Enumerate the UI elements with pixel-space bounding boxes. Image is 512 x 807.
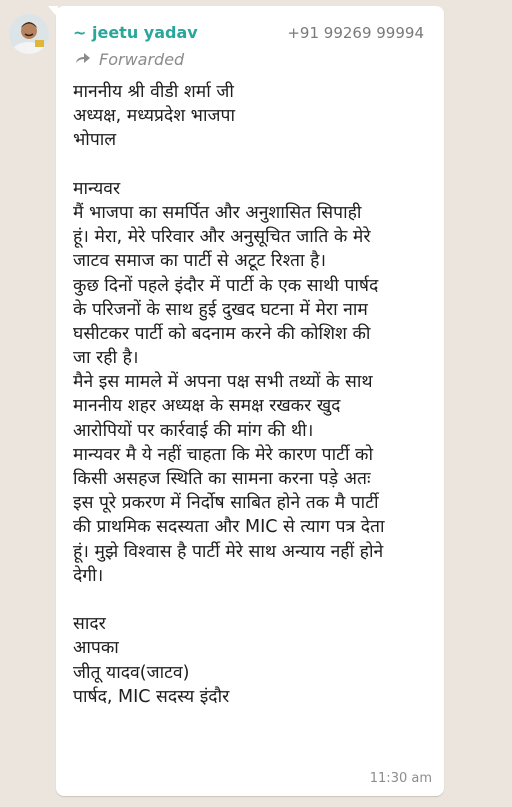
message-line: पार्षद, MIC सदस्य इंदौर (73, 686, 230, 707)
forwarded-arrow-icon (73, 50, 93, 69)
message-line: भोपाल (73, 130, 117, 151)
message-timestamp: 11:30 am (369, 771, 432, 786)
message-line: कुछ दिनों पहले इंदौर में पार्टी के एक साथी पार्षद (73, 275, 379, 296)
message-line: किसी असहज स्थिति का सामना करना पड़े अतः (73, 469, 371, 489)
message-line: की प्राथमिक सदस्यता और MIC से त्याग पत्र देता (73, 517, 385, 538)
message-line: जाटव समाज का पार्टी से अटूट रिश्ता है। (73, 251, 327, 272)
message-line: हूं। मेरा, मेरे परिवार और अनुसूचित जाति के मेरे (73, 227, 371, 248)
message-line: मैं भाजपा का समर्पित और अनुशासित सिपाही (73, 202, 362, 223)
message-line: सादर (73, 614, 106, 635)
message-line: देगी। (73, 565, 104, 586)
message-line: जा रही है। (73, 348, 139, 369)
message-line: मान्यवर मै ये नहीं चाहता कि मेरे कारण पार्टी को (73, 444, 374, 465)
message-line: हूं। मुझे विश्वास है पार्टी मेरे साथ अन्याय नहीं होने (73, 541, 384, 562)
message-line: माननीय श्री वीडी शर्मा जी (73, 82, 234, 102)
message-line: माननीय शहर अध्यक्ष के समक्ष रखकर खुद (73, 396, 341, 417)
message-line: मैने इस मामले में अपना पक्ष सभी तथ्यों के साथ (73, 372, 373, 393)
message-line: घसीटकर पार्टी को बदनाम करने की कोशिश की (73, 323, 371, 344)
message-line: मान्यवर (73, 178, 121, 199)
message-line (73, 153, 433, 177)
forwarded-label (73, 50, 184, 69)
message-line: के परिजनों के साथ हुई दुखद घटना में मेरा नाम (73, 299, 368, 320)
message-line: इस पूरे प्रकरण में निर्दोष साबित होने तक मै पार्टी (73, 493, 379, 514)
message-line: आरोपियों पर कार्रवाई की मांग की थी। (73, 420, 314, 441)
message-body (73, 80, 433, 709)
sender-phone[interactable]: +91 99269 99994 (287, 24, 424, 42)
message-line: आपका (73, 638, 119, 659)
forwarded-text: Forwarded (99, 50, 185, 69)
message-bubble[interactable] (56, 6, 444, 796)
message-line (73, 588, 433, 612)
message-line: अध्यक्ष, मध्यप्रदेश भाजपा (73, 106, 235, 127)
message-line: जीतू यादव(जाटव) (73, 662, 190, 683)
avatar-photo-icon (9, 14, 49, 54)
sender-avatar[interactable] (9, 14, 49, 54)
sender-name[interactable]: ~ jeetu yadav (73, 23, 198, 42)
